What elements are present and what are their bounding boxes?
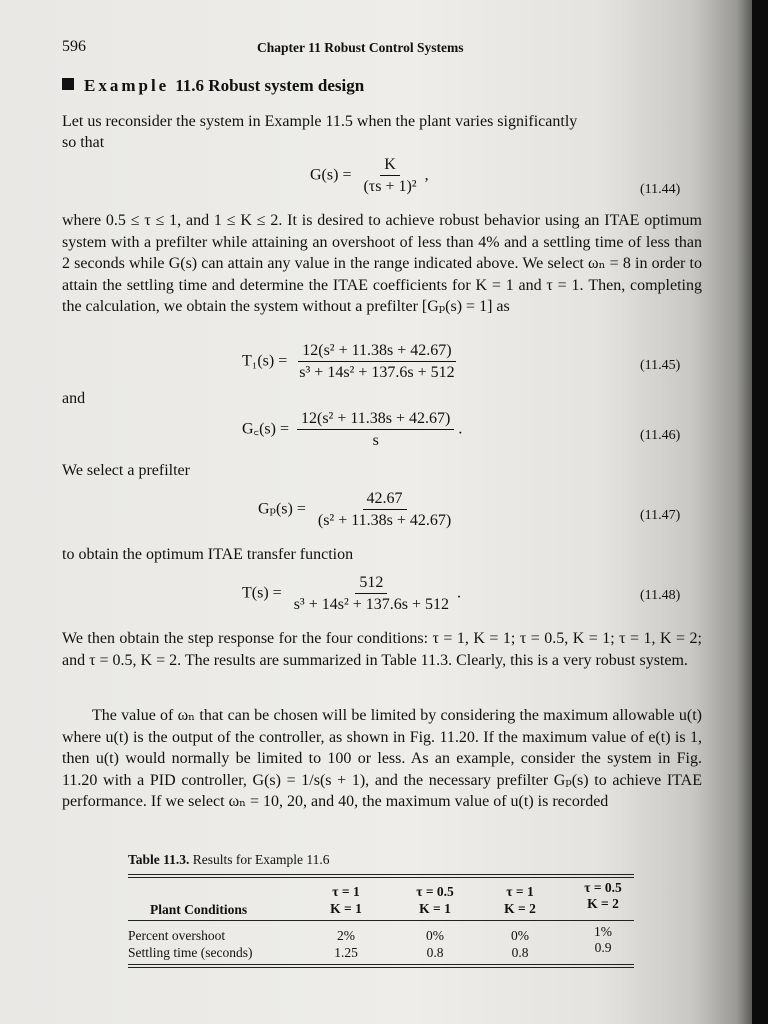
- paragraph-4: to obtain the optimum ITAE transfer function: [62, 546, 354, 563]
- table-row-2-cell-4: 0.9: [594, 940, 612, 955]
- table-col-1-tau: τ = 1: [332, 884, 360, 899]
- paragraph-2: where 0.5 ≤ τ ≤ 1, and 1 ≤ K ≤ 2. It is desired to achieve robust behavior using an ITAE optimum system with a prefilter while attaining an overshoot of less than 4% and a settling time of less than 2 seconds while G(s) can attain any value in the range indicated above. We select ωₙ = 8 in order to attain the settling time and determine the ITAE coefficients for K = 1 and τ = 1. Then, completing the calculation, we obtain the system without a prefilter [Gₚ(s) = 1] as: [62, 212, 702, 315]
- table-top-rule-2: [128, 877, 634, 878]
- table-row-1-cell-2: 0%: [426, 928, 444, 943]
- eq-numerator: 42.67: [363, 490, 407, 510]
- table-row-1-cell-1: 2%: [337, 928, 355, 943]
- table-row-2-cell-2: 0.8: [426, 945, 444, 960]
- example-heading: [62, 76, 364, 96]
- table-col-4-tau: τ = 0.5: [584, 880, 622, 895]
- eq-lhs: G(s) =: [310, 166, 352, 184]
- table-col-2-tau: τ = 0.5: [416, 884, 454, 899]
- eq-denominator: (τs + 1)²: [363, 178, 417, 195]
- paragraph-5: We then obtain the step response for the four conditions: τ = 1, K = 1; τ = 0.5, K = 1; τ = 1, K = 2; and τ = 0.5, K = 2. The results are summarized in Table 11.3. Clearly, this is a very robust system.: [62, 630, 702, 669]
- table-bottom-rule-2: [128, 967, 634, 968]
- eq-lhs: T₁(s) =: [242, 352, 288, 370]
- equation-11-44: [310, 156, 429, 196]
- paragraph-1-line-2: so that: [62, 134, 105, 151]
- chapter-title: Chapter 11 Robust Control Systems: [257, 40, 464, 55]
- example-label: Example: [84, 76, 170, 95]
- table-row-1-label: Percent overshoot: [128, 928, 226, 943]
- equation-11-46: [242, 410, 462, 450]
- eq-denominator: (s² + 11.38s + 42.67): [317, 512, 452, 529]
- eq-fraction: [297, 410, 454, 450]
- table-col-2-k: K = 1: [419, 901, 451, 916]
- paragraph-6: The value of ωₙ that can be chosen will be limited by considering the maximum allowable u(t) where u(t) is the output of the controller, as shown in Fig. 11.20. If the maximum value of e(t) is 1, then u(t) would normally be limited to 100 or less. As an example, consider the system in Fig. 11.20 with a PID controller, G(s) = 1/s(s + 1), and the necessary prefilter Gₚ(s) to achieve ITAE performance. If we select ωₙ = 10, 20, and 40, the maximum value of u(t) is recorded: [62, 707, 702, 810]
- example-title: 11.6 Robust system design: [175, 76, 365, 95]
- equation-number: (11.45): [640, 358, 681, 373]
- eq-punctuation: ,: [424, 166, 429, 184]
- equation-number: (11.48): [640, 588, 681, 603]
- table-header-label: Plant Conditions: [150, 902, 248, 917]
- table-top-rule: [128, 874, 634, 875]
- table-row-2-label: Settling time (seconds): [128, 945, 253, 960]
- table-row-2-cell-1: 1.25: [334, 945, 358, 960]
- equation-11-48: [242, 574, 461, 614]
- table-col-1-k: K = 1: [330, 901, 362, 916]
- equation-number: (11.44): [640, 182, 681, 197]
- eq-fraction: [290, 574, 453, 614]
- equation-number: (11.47): [640, 508, 681, 523]
- eq-fraction: [314, 490, 455, 530]
- eq-lhs: Gₚ(s) =: [258, 500, 306, 518]
- equation-11-47: [258, 490, 459, 530]
- table-col-4-k: K = 2: [587, 896, 619, 911]
- table-row-1-cell-3: 0%: [511, 928, 529, 943]
- table-caption-label: Table 11.3.: [128, 852, 190, 867]
- equation-11-45: [242, 342, 463, 382]
- equation-number: (11.46): [640, 428, 681, 443]
- heading-bullet-square: [62, 78, 74, 90]
- eq-punctuation: .: [457, 584, 462, 602]
- eq-numerator: 12(s² + 11.38s + 42.67): [297, 410, 454, 430]
- eq-denominator: s³ + 14s² + 137.6s + 512: [293, 596, 450, 613]
- and-text: and: [62, 390, 86, 407]
- table-header-rule: [128, 920, 634, 921]
- table-caption-text: Results for Example 11.6: [192, 852, 330, 867]
- table-row-2-cell-3: 0.8: [511, 945, 529, 960]
- eq-lhs: G꜀(s) =: [242, 420, 289, 438]
- eq-fraction: [295, 342, 458, 382]
- eq-punctuation: .: [458, 420, 463, 438]
- eq-denominator: s³ + 14s² + 137.6s + 512: [299, 364, 455, 381]
- paragraph-3: We select a prefilter: [62, 462, 190, 479]
- eq-denominator: s: [372, 432, 379, 449]
- table-bottom-rule: [128, 964, 634, 965]
- table-col-3-k: K = 2: [504, 901, 536, 916]
- page-number: 596: [62, 38, 86, 55]
- table-row-1-cell-4: 1%: [594, 924, 612, 939]
- eq-numerator: K: [380, 156, 400, 176]
- paragraph-1-line-1: Let us reconsider the system in Example 11.5 when the plant varies significantly: [62, 113, 578, 130]
- table-col-3-tau: τ = 1: [506, 884, 534, 899]
- table-caption: [128, 852, 330, 868]
- eq-numerator: 12(s² + 11.38s + 42.67): [298, 342, 455, 362]
- eq-lhs: T(s) =: [242, 584, 282, 602]
- eq-fraction: [359, 156, 420, 196]
- eq-numerator: 512: [355, 574, 387, 594]
